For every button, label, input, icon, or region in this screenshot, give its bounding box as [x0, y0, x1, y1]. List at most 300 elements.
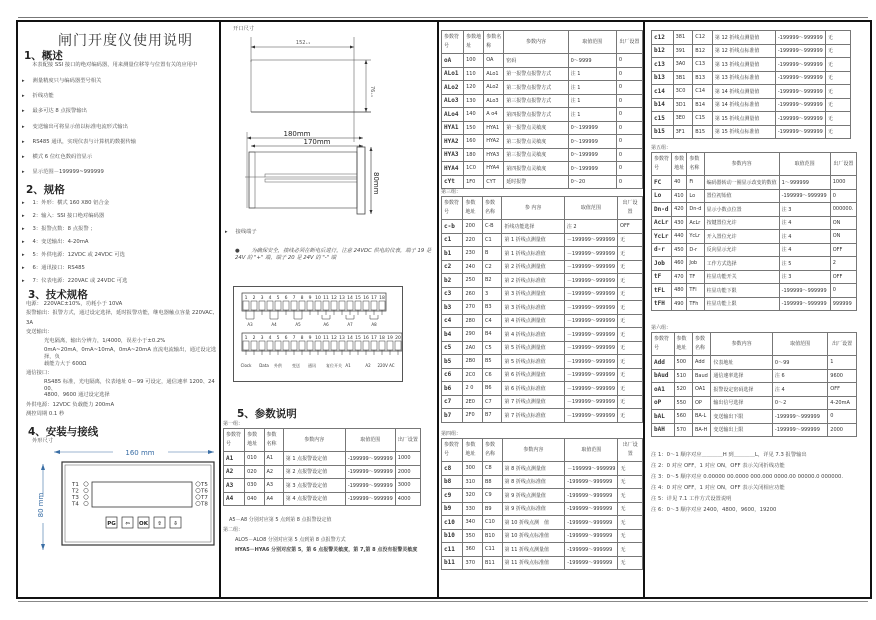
- param-address: 391: [673, 44, 693, 58]
- param-default: 1000: [395, 452, 420, 466]
- width-label: 160 mm: [125, 449, 155, 457]
- table-row: [442, 314, 643, 328]
- param-content: 第 8 折线点测量值: [502, 462, 565, 476]
- param-default: 0: [616, 67, 642, 81]
- param-default: 无: [618, 355, 643, 369]
- relay-label: A6: [323, 322, 329, 327]
- param-range: －199999～999999: [564, 341, 617, 355]
- param-range: -199999～999999: [779, 297, 830, 311]
- param-default: 无: [825, 112, 850, 126]
- param-range: 0～199999: [568, 148, 616, 162]
- param-symbol: oA: [442, 54, 464, 68]
- bullet-item: ▸ 变送输出可将显示值以标准电流形式输出: [22, 120, 136, 135]
- param-address: 370: [463, 556, 483, 570]
- param-range: 注 6: [772, 369, 827, 383]
- param-address: 030: [245, 479, 264, 493]
- param-symbol: HYA2: [442, 135, 464, 149]
- param-symbol: c12: [652, 31, 674, 45]
- param-content: 柱显功能下限: [704, 284, 779, 298]
- led-label: T7: [201, 495, 208, 501]
- param-symbol: tFL: [652, 284, 672, 298]
- column-header: 参数名称: [484, 31, 504, 54]
- key-button-2: [138, 517, 149, 528]
- sec1-intro: 本表配接 SSI 接口的绝对编码器，用来测量位移等与位置有关的应用中: [32, 62, 198, 68]
- param-content: 延时报警: [504, 175, 568, 189]
- terminal-function-label: Clock: [240, 363, 252, 368]
- param-content: 变送输出上限: [711, 423, 773, 437]
- param-default: 1: [828, 356, 857, 370]
- relay-contact: [346, 315, 354, 319]
- led-label: T8: [201, 501, 208, 508]
- param-default: 0: [616, 135, 642, 149]
- param-symbol: bAud: [652, 369, 675, 383]
- param-name: TFl: [687, 284, 704, 298]
- param-symbol: b13: [652, 71, 674, 85]
- param-content: 第 15 折线点测量值: [712, 112, 775, 126]
- param-range: －199999～999999: [564, 395, 617, 409]
- param-range: -199999～999999: [775, 58, 825, 72]
- table-row: [652, 257, 857, 271]
- terminal-number: 18: [379, 296, 385, 301]
- table-row: [652, 410, 857, 424]
- table-row: [652, 396, 857, 410]
- param-address: 330: [463, 502, 483, 516]
- param-symbol: b4: [442, 328, 463, 342]
- param-default: 0: [616, 94, 642, 108]
- sheet-top-edge: [18, 17, 868, 18]
- footnote: 注 2：0 对应 OFF，1 对应 ON，OFF 表示关闭折线功能: [651, 463, 785, 469]
- param-name: HYA4: [484, 162, 504, 176]
- param-symbol: b8: [442, 475, 463, 489]
- param-symbol: AcLr: [652, 216, 672, 230]
- relay-contact: [270, 315, 278, 319]
- display-window: [92, 482, 192, 507]
- table-row: [442, 502, 643, 516]
- param-range: －199999～999999: [564, 409, 617, 423]
- group5-label: 第五组：: [651, 145, 672, 151]
- param-symbol: tF: [652, 270, 672, 284]
- param-content: 第四报警点灵敏度: [504, 162, 568, 176]
- param-content: 第 13 折线点标准值: [712, 71, 775, 85]
- table-row: [442, 462, 643, 476]
- param-default: 无: [618, 260, 643, 274]
- param-symbol: ALo1: [442, 67, 464, 81]
- param-default: 9600: [828, 369, 857, 383]
- terminal-number: 5: [276, 336, 280, 341]
- param-default: 000000.: [830, 203, 856, 217]
- terminal-number: 7: [292, 296, 296, 301]
- param-default: 无: [618, 516, 643, 530]
- column-header: 出厂设置: [616, 31, 642, 54]
- param-default: 无: [618, 233, 643, 247]
- terminal-number: 17: [371, 336, 377, 341]
- table-row: [652, 189, 857, 203]
- param-content: 工作方式选择: [704, 257, 779, 271]
- param-name: B3: [483, 301, 502, 315]
- param-default: 无: [618, 556, 643, 570]
- sec3-spec-lines: [26, 301, 217, 420]
- table-row: [224, 492, 421, 506]
- group1-label: 第一组：: [223, 421, 244, 427]
- param-address: 2A0: [463, 341, 483, 355]
- led-icon: [196, 501, 200, 505]
- relay-label: A4: [271, 322, 277, 327]
- param-address: 100: [464, 54, 484, 68]
- param-range: 0～2: [772, 396, 827, 410]
- footnote: 注 5：详见 7.1 工作方式设置说明: [651, 496, 732, 502]
- terminal-diagram-box: [233, 286, 403, 382]
- param-default: 无: [618, 247, 643, 261]
- param-range: －199999～999999: [564, 274, 617, 288]
- column-header: 参数内容: [504, 31, 568, 54]
- terminal-number: 18: [379, 336, 385, 341]
- param-range: -199999～999999: [565, 516, 618, 530]
- key-button-1: [122, 517, 133, 528]
- table-row: [442, 287, 643, 301]
- column-header: 参数名称: [483, 197, 502, 220]
- group2-label: 第二组：: [223, 527, 244, 533]
- param-address: 040: [245, 492, 264, 506]
- param-address: 020: [245, 465, 264, 479]
- param-content: 折线功能选择: [502, 220, 564, 234]
- param-symbol: c11: [442, 543, 463, 557]
- table-row: [652, 284, 857, 298]
- param-symbol: b3: [442, 301, 463, 315]
- param-address: 1C0: [464, 162, 484, 176]
- param-name: C10: [482, 516, 502, 530]
- param-content: 第 14 折线点标准值: [712, 98, 775, 112]
- param-range: 注 1: [568, 108, 616, 122]
- key-label: OK: [139, 521, 148, 527]
- param-address: 160: [464, 135, 484, 149]
- param-address: 230: [463, 247, 483, 261]
- footnote: 注 1：0～1 顺序对应＿＿＿＿H 到＿＿＿＿L，详见 7.3 报警输出: [651, 452, 807, 458]
- param-default: 无: [825, 58, 850, 72]
- param-content: 第 2 折线点测量值: [502, 260, 564, 274]
- param-name: ALo2: [484, 81, 504, 95]
- param-name: B10: [482, 529, 502, 543]
- table-row: [442, 148, 643, 162]
- column-header: 参数符号: [442, 197, 463, 220]
- key-button-3: [154, 517, 165, 528]
- led-label: T6: [201, 488, 208, 495]
- column-header: 参数内容: [711, 333, 773, 356]
- param-table-group1: [223, 428, 421, 506]
- column-header: 出厂设置: [618, 197, 643, 220]
- param-address: 150: [464, 121, 484, 135]
- param-content: 第 3 折线点标准值: [502, 301, 564, 315]
- param-address: 40: [672, 176, 687, 190]
- param-address: 381: [673, 31, 693, 45]
- param-range: -199999～999999: [345, 452, 395, 466]
- param-symbol: c15: [652, 112, 674, 126]
- relay-label: A3: [247, 322, 253, 327]
- param-symbol: b5: [442, 355, 463, 369]
- param-name: B6: [483, 382, 502, 396]
- param-address: 500: [674, 356, 692, 370]
- table-row: [442, 328, 643, 342]
- param-range: -199999～999999: [775, 112, 825, 126]
- param-address: 260: [463, 287, 483, 301]
- param-content: 编码器转动一圈显示改变的数值: [704, 176, 779, 190]
- param-content: 仪表地址: [711, 356, 773, 370]
- param-range: -199999～999999: [775, 31, 825, 45]
- param-content: 第 4 折线点标准值: [502, 328, 564, 342]
- led-icon: [196, 488, 200, 492]
- param-name: Add: [692, 356, 710, 370]
- table-row: [442, 121, 643, 135]
- column-header: 参数名称: [692, 333, 710, 356]
- param-address: 3A0: [673, 58, 693, 72]
- terminal-number: 8: [300, 336, 304, 341]
- bullet-item: ▸ RS485 通讯，实现仪表与计算机的数据传输: [22, 135, 136, 150]
- table-row: [442, 247, 643, 261]
- table-row: [442, 67, 643, 81]
- param-table-group4: [441, 438, 643, 570]
- terminal-number: 8: [300, 296, 304, 301]
- terminal-number: 5: [276, 296, 280, 301]
- param-range: -199999～999999: [779, 189, 830, 203]
- param-symbol: b7: [442, 409, 463, 423]
- sec2-heading: 2、规格: [26, 184, 65, 196]
- param-symbol: c-b: [442, 220, 463, 234]
- cutout-height-label: 76₊₁: [369, 86, 375, 98]
- led-icon: [84, 488, 88, 492]
- wiring-warning-2: 24V 的 "+" 端，端子 20 是 24V 的 "-" 端: [235, 255, 337, 261]
- page-3: [437, 20, 645, 599]
- terminal-number: 6: [284, 296, 288, 301]
- param-content: 第 7 折线点标准值: [502, 409, 564, 423]
- param-default: 无: [825, 125, 850, 139]
- column-header: 参数内容: [502, 439, 565, 462]
- param-default: 无: [618, 529, 643, 543]
- param-address: 310: [463, 475, 483, 489]
- table-row: [442, 368, 643, 382]
- param-symbol: b9: [442, 502, 463, 516]
- table-row: [652, 383, 857, 397]
- param-address: 320: [463, 489, 483, 503]
- param-symbol: bAH: [652, 423, 675, 437]
- sec1-heading: 1、概述: [24, 50, 63, 62]
- table-row: [442, 409, 643, 423]
- column-header: 参数符号: [442, 31, 464, 54]
- terminal-number: 14: [347, 336, 353, 341]
- group3-label: 第三组：: [441, 189, 462, 195]
- param-content: 第 3 点报警设定值: [283, 479, 345, 493]
- table-row: [652, 176, 857, 190]
- param-table-group2: [441, 30, 643, 189]
- bullet-item: ▸ 7：仪表电源：220VAC 或 24VDC 可选: [22, 275, 127, 288]
- param-default: OFF: [828, 383, 857, 397]
- bullet-item: ▸ 折线功能: [22, 89, 136, 104]
- param-table-group6: [651, 332, 857, 437]
- param-symbol: A3: [224, 479, 245, 493]
- param-range: -199999～999999: [565, 543, 618, 557]
- column-header: 参数地址: [463, 197, 483, 220]
- param-range: －199999～999999: [564, 247, 617, 261]
- column-header: 参 内容: [502, 197, 564, 220]
- param-name: C9: [482, 489, 502, 503]
- terminal-function-label: A2: [365, 363, 371, 368]
- param-symbol: A4: [224, 492, 245, 506]
- param-default: OFF: [618, 220, 643, 234]
- table-header-row: [442, 197, 643, 220]
- param-content: 柱显功能开关: [704, 270, 779, 284]
- param-symbol: c5: [442, 341, 463, 355]
- param-address: 130: [464, 94, 484, 108]
- param-address: 550: [674, 396, 692, 410]
- param-content: 第 6 折线点测量值: [502, 368, 564, 382]
- led-label: T2: [72, 488, 79, 495]
- column-header: 取值范围: [345, 429, 395, 452]
- terminal-number: 11: [323, 296, 329, 301]
- param-content: 第二报警点灵敏度: [504, 135, 568, 149]
- led-icon: [84, 482, 88, 486]
- param-name: TF: [687, 270, 704, 284]
- led-label: T5: [201, 482, 208, 488]
- param-symbol: c7: [442, 395, 463, 409]
- param-symbol: c14: [652, 85, 674, 99]
- relay-contact: [246, 315, 254, 319]
- table-row: [652, 356, 857, 370]
- table-row: [442, 175, 643, 189]
- table-row: [224, 452, 421, 466]
- param-range: -199999～999999: [345, 492, 395, 506]
- param-symbol: ALo4: [442, 108, 464, 122]
- param-name: C6: [483, 368, 502, 382]
- param-table-group3: [441, 196, 643, 423]
- param-content: 第 1 点报警设定值: [283, 452, 345, 466]
- spec-line: 电源： 220VAC±10%，功耗小于 10VA: [26, 301, 123, 307]
- param-range: -199999～999999: [565, 475, 618, 489]
- param-range: 0～99: [772, 356, 827, 370]
- spec-line: 0mA~20mA，0mA~10mA，0mA~20mA 直流电流输出，通过设定选择，负: [44, 347, 217, 361]
- wiring-warning-text: 为确保安全，接线必须在断电后进行。注意 24VDC 供电的仪表，端子 19 是: [251, 248, 432, 254]
- param-address: 520: [674, 383, 692, 397]
- param-default: 无: [618, 287, 643, 301]
- terminal-number: 9: [308, 336, 312, 341]
- param-name: TFh: [687, 297, 704, 311]
- param-default: 2000: [395, 465, 420, 479]
- terminal-number: 15: [355, 296, 361, 301]
- param-symbol: b10: [442, 529, 463, 543]
- param-range: 注 2: [564, 220, 617, 234]
- column-header: 出厂设置: [618, 439, 643, 462]
- terminal-function-label: Data: [259, 363, 269, 368]
- param-range: 注 5: [779, 257, 830, 271]
- param-name: B11: [482, 556, 502, 570]
- param-range: -199999～999999: [565, 489, 618, 503]
- param-range: -199999～999999: [565, 556, 618, 570]
- spec-line: 3A: [26, 319, 33, 326]
- bullet-item: ▸ 2：输入：SSI 接口绝对编码器: [22, 210, 127, 223]
- bullet-item: ▸ 5：外供电源：12VDC 或 24VDC 可选: [22, 249, 127, 262]
- param-symbol: b12: [652, 44, 674, 58]
- param-address: 510: [674, 369, 692, 383]
- spec-line: 载能力大于 600Ω: [44, 360, 87, 367]
- terminal-number: 4: [268, 296, 272, 301]
- param-address: 180: [464, 148, 484, 162]
- cutout-diagram: [221, 32, 436, 222]
- table-row: [652, 71, 851, 85]
- sec2-bullet-list: [22, 197, 127, 288]
- bullet-item: ▸ 1：外形：横式 160 X80 铝合金: [22, 197, 127, 210]
- param-address: 010: [245, 452, 264, 466]
- param-address: 440: [672, 230, 687, 244]
- terminal-number: 9: [308, 296, 312, 301]
- terminal-function-label: 220V AC: [377, 363, 395, 368]
- param-range: 0～20: [568, 175, 616, 189]
- table-row: [442, 543, 643, 557]
- param-default: OFF: [830, 243, 856, 257]
- param-default: 无: [618, 274, 643, 288]
- param-range: 注 3: [779, 203, 830, 217]
- param-name: B9: [482, 502, 502, 516]
- param-content: 第 7 折线点测量值: [502, 395, 564, 409]
- param-symbol: oP: [652, 396, 675, 410]
- param-address: 3D1: [673, 98, 693, 112]
- param-default: 0: [616, 162, 642, 176]
- table-row: [442, 475, 643, 489]
- param-symbol: A2: [224, 465, 245, 479]
- param-name: B12: [693, 44, 713, 58]
- param-default: 2000: [828, 423, 857, 437]
- param-symbol: ALo2: [442, 81, 464, 95]
- terminal-number: 7: [292, 336, 296, 341]
- param-content: 第 11 折线点标准值: [502, 556, 565, 570]
- param-default: 0: [616, 175, 642, 189]
- param-name: C1: [483, 233, 502, 247]
- param-content: 按键置位允许: [704, 216, 779, 230]
- table-row: [224, 465, 421, 479]
- column-header: 参数地址: [463, 439, 483, 462]
- param-content: 第四报警点报警方式: [504, 108, 568, 122]
- param-name: Lo: [687, 189, 704, 203]
- table-row: [652, 203, 857, 217]
- terminal-number: 2: [252, 296, 256, 301]
- param-content: 第 2 点报警设定值: [283, 465, 345, 479]
- param-content: 密码: [504, 54, 568, 68]
- param-address: 3F1: [673, 125, 693, 139]
- param-name: C12: [693, 31, 713, 45]
- param-symbol: cYt: [442, 175, 464, 189]
- param-symbol: b14: [652, 98, 674, 112]
- param-content: 第 6 折线点标准值: [502, 382, 564, 396]
- param-symbol: FC: [652, 176, 672, 190]
- led-indicators-left: [71, 482, 88, 508]
- param-address: 2 0: [463, 382, 483, 396]
- front-bezel-side: [357, 147, 365, 214]
- param-content: 第 1 折线点标准值: [502, 247, 564, 261]
- param-symbol: c1: [442, 233, 463, 247]
- panel-height-label: 80mm: [372, 172, 380, 195]
- param-default: 无: [825, 98, 850, 112]
- terminal-number: 19: [387, 336, 393, 341]
- page-4: [643, 20, 872, 599]
- param-range: 1～999999: [779, 176, 830, 190]
- table-row: [652, 297, 857, 311]
- param-address: 2F0: [463, 409, 483, 423]
- param-range: 0～9999: [568, 54, 616, 68]
- param-address: 570: [674, 423, 692, 437]
- param-name: OP: [692, 396, 710, 410]
- param-default: 无: [618, 328, 643, 342]
- terminal-number: 10: [315, 296, 321, 301]
- table-row: [652, 98, 851, 112]
- param-range: -199999～999999: [775, 98, 825, 112]
- param-range: 注 4: [772, 383, 827, 397]
- spec-line: 报警输出：报警方式，通过设定选择，延时报警功能，继电器触点容量 220VAC,: [26, 310, 215, 317]
